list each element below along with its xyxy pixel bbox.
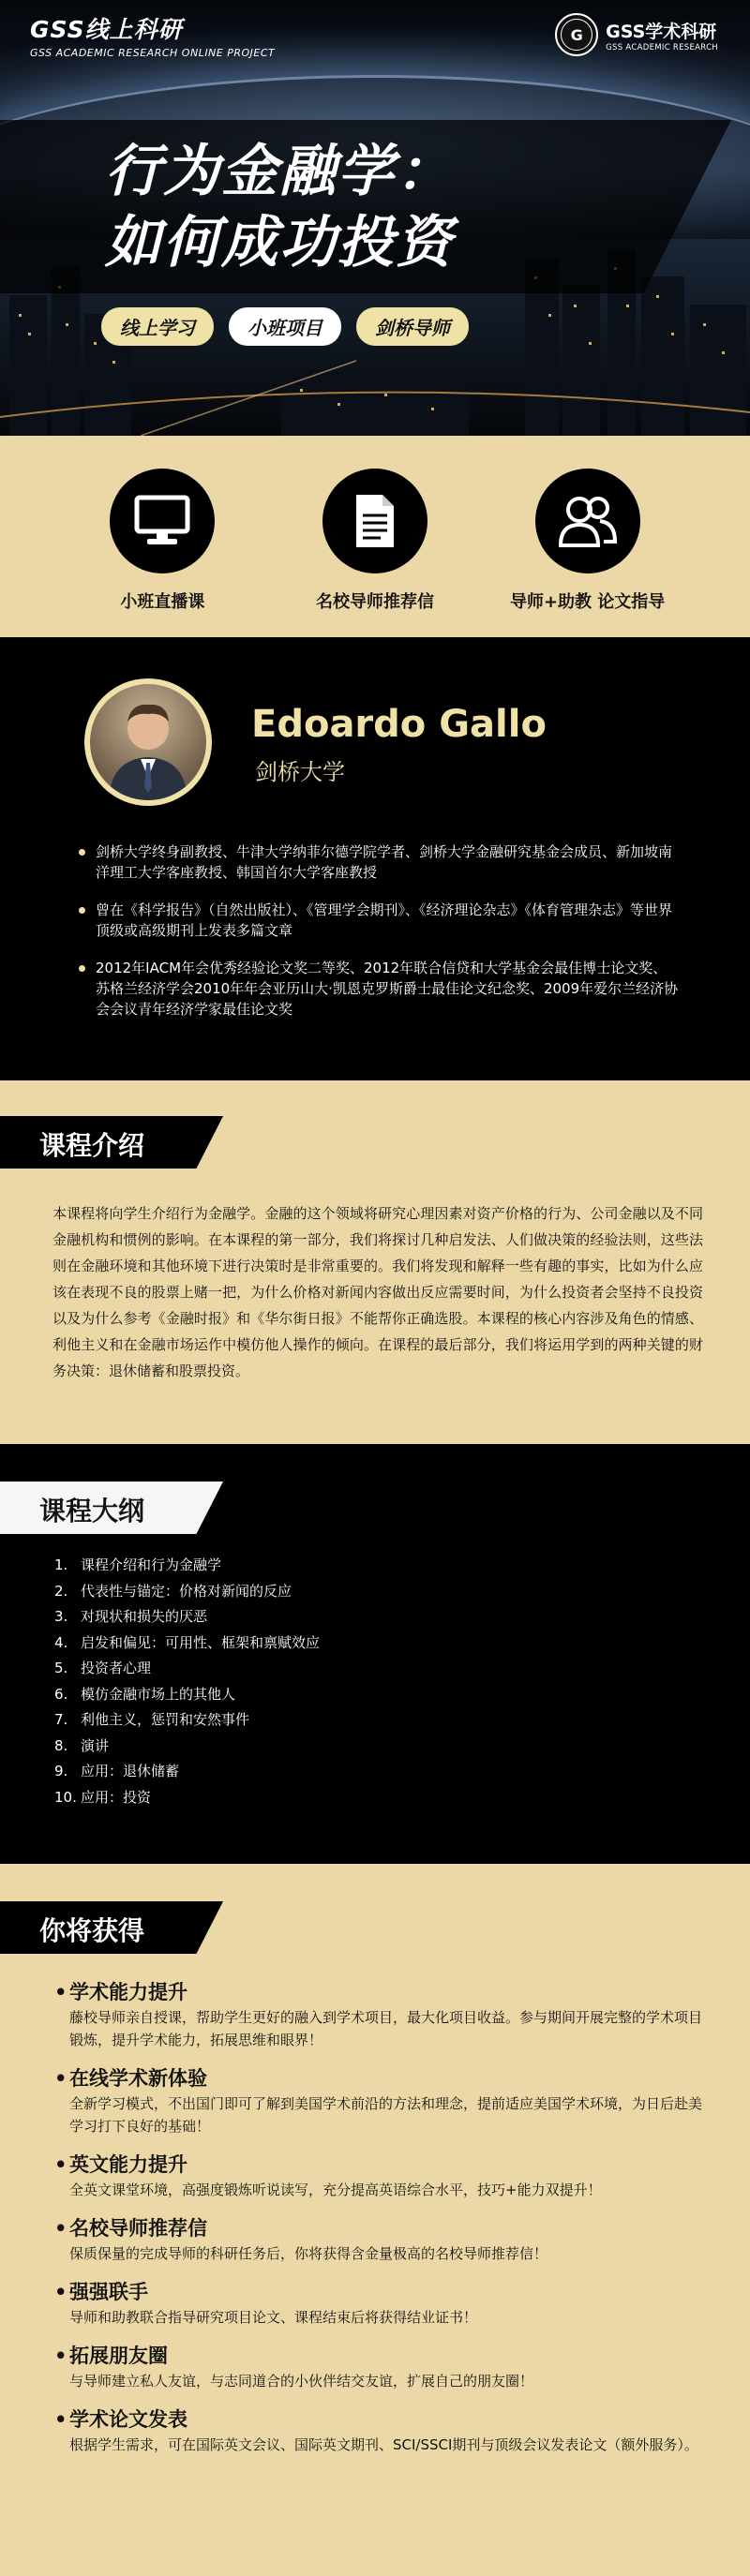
benefits-list bbox=[0, 1958, 750, 2456]
brand-name: GSS线上科研 bbox=[30, 16, 183, 43]
feature-mentor-ta bbox=[494, 469, 682, 637]
list-item: 9. 应用：退休储蓄 bbox=[54, 1763, 180, 1779]
list-item bbox=[58, 2405, 703, 2456]
section-heading: 课程大纲 bbox=[39, 1496, 145, 1526]
feature-label: 导师+助教 论文指导 bbox=[509, 592, 666, 612]
benefit-description: 藤校导师亲自授课，帮助学生更好的融入到学术项目，最大化项目收益。参与期间开展完整的学术项目锻炼，提升学术能力，拓展思维和眼界！ bbox=[69, 2009, 703, 2048]
list-item: 2012年IACM年会优秀经验论文奖二等奖、2012年联合信贷和大学基金会最佳博士论文奖、苏格兰经济学会2010年年会亚历山大·凯恩克罗斯爵士最佳论文纪念奖、2009年爱尔兰经济协会会议青年经济学家最佳论文奖 bbox=[79, 958, 679, 1020]
list-item: 剑桥大学终身副教授、牛津大学纳菲尔德学院学者、剑桥大学金融研究基金会成员、新加坡南洋理工大学客座教授、韩国首尔大学客座教授 bbox=[79, 841, 679, 883]
list-item bbox=[58, 2214, 703, 2265]
benefit-description: 保质保量的完成导师的科研任务后，你将获得含金量极高的名校导师推荐信！ bbox=[69, 2245, 548, 2262]
benefits-section bbox=[0, 1864, 750, 2576]
list-item bbox=[58, 2278, 703, 2329]
list-item: 8. 演讲 bbox=[54, 1736, 110, 1754]
list-item: 2. 代表性与锚定：价格对新闻的反应 bbox=[54, 1582, 292, 1600]
brand-seal-icon: G bbox=[555, 13, 598, 56]
list-item bbox=[58, 2151, 703, 2201]
feature-recommendation bbox=[281, 469, 469, 637]
feature-row bbox=[0, 436, 750, 637]
tag-row bbox=[101, 307, 469, 346]
benefit-title: • 强强联手 bbox=[58, 2278, 703, 2306]
avatar bbox=[84, 678, 212, 806]
hero-banner bbox=[0, 0, 750, 436]
feature-label: 小班直播课 bbox=[120, 592, 205, 612]
list-item: 曾在《科学报告》（自然出版社）、《管理学会期刊》、《经济理论杂志》《体育管理杂志》等世界顶级或高级期刊上发表多篇文章 bbox=[79, 900, 679, 941]
professor-section bbox=[0, 637, 750, 1080]
course-intro-text: 本课程将向学生介绍行为金融学。金融的这个领域将研究心理因素对资产价格的行为、公司金融以及不同金融机构和惯例的影响。在本课程的第一部分，我们将探讨几种启发法、人们做决策的经验法则，这些法则在金融环境和其他环境下进行决策时是非常重要的。我们将发现和解释一些有趣的事实，比如为什么应该在表现不良的股票上赌一把，为什么价格对新闻内容做出反应需要时间，为什么投资者会坚持不良投资以及为什么参考《金融时报》和《华尔街日报》不能帮你正确选股。本课程的核心内容涉及角色的情感、利他主义和在金融市场运作中模仿他人操作的倾向。在课程的最后部分，我们将运用学到的两种关键的财务决策：退休储蓄和股票投资。 bbox=[52, 1205, 703, 1379]
brand-subtitle: GSS ACADEMIC RESEARCH ONLINE PROJECT bbox=[30, 47, 276, 59]
benefit-description: 与导师建立私人友谊，与志同道合的小伙伴结交友谊，扩展自己的朋友圈！ bbox=[69, 2373, 534, 2390]
list-item bbox=[58, 2064, 703, 2137]
tag-small-class: 小班项目 bbox=[229, 307, 341, 346]
benefit-title: • 名校导师推荐信 bbox=[58, 2214, 703, 2242]
benefit-description: 全英文课堂环境，高强度锻炼听说读写，充分提高英语综合水平，技巧+能力双提升！ bbox=[69, 2181, 602, 2198]
list-item: 3. 对现状和损失的厌恶 bbox=[54, 1608, 208, 1625]
professor-university: 剑桥大学 bbox=[255, 759, 345, 785]
list-item: 10. 应用：投资 bbox=[54, 1788, 152, 1806]
list-item: 6. 模仿金融市场上的其他人 bbox=[54, 1685, 236, 1703]
benefit-title: • 学术论文发表 bbox=[58, 2405, 703, 2434]
document-icon bbox=[322, 469, 428, 573]
course-title: 行为金融学： 如何成功投资 bbox=[105, 139, 454, 275]
tag-online: 线上学习 bbox=[101, 307, 214, 346]
list-item: 4. 启发和偏见：可用性、框架和禀赋效应 bbox=[54, 1633, 321, 1651]
benefit-description: 根据学生需求，可在国际英文会议、国际英文期刊、SCI/SSCI期刊与顶级会议发表论文（额外服务）。 bbox=[69, 2436, 698, 2453]
benefit-title: • 英文能力提升 bbox=[58, 2151, 703, 2179]
list-item: 1. 课程介绍和行为金融学 bbox=[54, 1556, 222, 1573]
tag-cambridge: 剑桥导师 bbox=[356, 307, 469, 346]
benefit-description: 全新学习模式，不出国门即可了解到美国学术前沿的方法和理念，提前适应美国学术环境，为日后赴美学习打下良好的基础！ bbox=[69, 2095, 703, 2135]
brand-right-name: GSS学术科研 bbox=[606, 21, 717, 42]
benefit-title: • 在线学术新体验 bbox=[58, 2064, 703, 2092]
feature-label: 名校导师推荐信 bbox=[315, 592, 434, 612]
feature-live-class bbox=[68, 469, 256, 637]
brand-right-subtitle: GSS ACADEMIC RESEARCH bbox=[606, 42, 718, 52]
benefit-description: 导师和助教联合指导研究项目论文、课程结束后将获得结业证书！ bbox=[69, 2309, 478, 2326]
list-item: 7. 利他主义，惩罚和安然事件 bbox=[54, 1711, 250, 1728]
section-heading: 课程介绍 bbox=[39, 1130, 145, 1161]
benefit-title: • 学术能力提升 bbox=[58, 1978, 703, 2006]
professor-name: Edoardo Gallo bbox=[251, 703, 547, 746]
list-item: 5. 投资者心理 bbox=[54, 1660, 152, 1676]
section-heading: 你将获得 bbox=[39, 1915, 145, 1946]
course-intro-section bbox=[0, 1080, 750, 1444]
outline-list bbox=[0, 1538, 750, 1810]
users-icon bbox=[535, 469, 640, 573]
brand-logo-left bbox=[30, 11, 275, 59]
course-outline-section bbox=[0, 1444, 750, 1864]
professor-bio-list bbox=[79, 841, 679, 1036]
brand-logo-right bbox=[555, 13, 718, 56]
benefit-title: • 拓展朋友圈 bbox=[58, 2342, 703, 2370]
list-item bbox=[58, 1978, 703, 2051]
monitor-icon bbox=[110, 469, 215, 573]
list-item bbox=[58, 2342, 703, 2392]
